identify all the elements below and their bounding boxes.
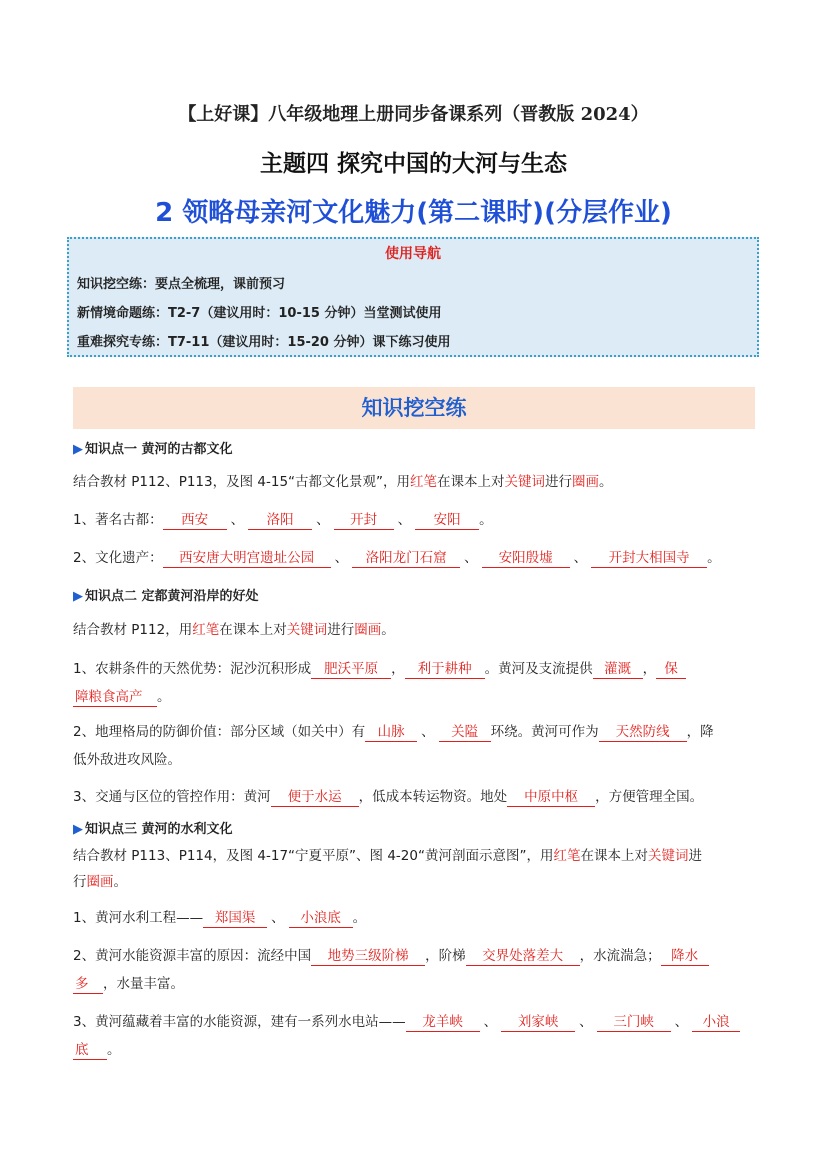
- guide-line: 新情境命题练：T2-7（建议用时：10-15 分钟）当堂测试使用: [77, 306, 442, 321]
- text: 。: [107, 1042, 121, 1058]
- kp2-question-3: [73, 783, 763, 811]
- guide-line: 知识挖空练：要点全梳理，课前预习: [77, 277, 286, 292]
- red-keyword: 圈画: [354, 622, 382, 638]
- text: ，低成本转运物资。地处: [358, 789, 508, 805]
- section-banner: [73, 387, 755, 429]
- answer-blank: 小浪底: [289, 909, 353, 928]
- answer-blank: 地势三级阶梯: [311, 947, 425, 966]
- kp1-question-2: 2、文化遗产： 西安唐大明宫遗址公园 、 洛阳龙门石窟 、 安阳殷墟 、 开封大相国寺 。: [73, 550, 721, 566]
- text: 在课本上对: [580, 848, 648, 864]
- kp3-question-2-cont: [73, 970, 763, 998]
- kp3-question-3-cont: [73, 1036, 763, 1064]
- answer-blank: 底: [73, 1041, 107, 1060]
- answer-blank: 利于耕种: [405, 660, 485, 679]
- answer-blank: 郑国渠: [203, 909, 267, 928]
- triangle-bullet-icon: ▶: [73, 442, 83, 457]
- kp2-question-1: [73, 655, 763, 683]
- text: ，: [642, 661, 657, 677]
- answer-blank: 三门峡: [597, 1013, 671, 1032]
- red-keyword: 红笔: [192, 622, 220, 638]
- answer-blank: 便于水运: [271, 788, 359, 807]
- knowledge-point-1-title: [73, 438, 233, 457]
- kp2-intro: [73, 616, 763, 644]
- answer-blank: 小浪: [692, 1013, 740, 1032]
- guide-line: 重难探究专练：T7-11（建议用时：15-20 分钟）课下练习使用: [77, 335, 451, 350]
- text: ，降: [686, 724, 714, 740]
- text: 。: [352, 910, 367, 926]
- answer-blank: 障粮食高产: [73, 688, 157, 707]
- kp1-intro: [73, 468, 763, 496]
- text: 在课本上对: [219, 622, 287, 638]
- guide-heading: 使用导航: [385, 246, 441, 262]
- text: 。: [381, 622, 395, 638]
- theme-title: 主题四 探究中国的大河与生态: [259, 150, 567, 177]
- text: 低外敌进攻风险。: [73, 752, 181, 768]
- answer-blank: 洛阳龙门石窟: [352, 549, 460, 568]
- answer-blank: 龙羊峡: [406, 1013, 480, 1032]
- answer-blank: 肥沃平原: [311, 660, 391, 679]
- answer-blank: 山脉: [365, 723, 417, 742]
- answer-blank: 洛阳: [248, 511, 312, 530]
- text: 。: [599, 474, 613, 490]
- answer-blank: 刘家峡: [501, 1013, 575, 1032]
- kp2-question-2-cont: [73, 746, 763, 774]
- text: ，: [391, 661, 405, 677]
- kp3-question-2: [73, 942, 763, 970]
- red-keyword: 圈画: [86, 874, 114, 890]
- text: 行: [73, 874, 87, 890]
- series-title: 【上好课】八年级地理上册同步备课系列（晋教版 2024）: [178, 104, 649, 125]
- red-keyword: 圈画: [572, 474, 600, 490]
- red-keyword: 关键词: [647, 848, 689, 864]
- knowledge-point-2-title: [73, 585, 259, 604]
- kp-title-text: 知识点一 黄河的古都文化: [85, 442, 233, 457]
- usage-guide-box: [67, 237, 759, 357]
- kp3-intro-cont: [73, 868, 763, 896]
- text: 结合教材 P113、P114，及图 4-17“宁夏平原”、图 4-20“黄河剖面示意图”，用: [73, 848, 554, 864]
- answer-blank: 关隘: [439, 723, 491, 742]
- answer-blank: 安阳: [415, 511, 479, 530]
- answer-blank: 天然防线: [599, 723, 687, 742]
- text: 。黄河及支流提供: [484, 661, 593, 677]
- answer-blank: 多: [73, 975, 103, 994]
- text: 进行: [545, 474, 573, 490]
- text: 进行: [327, 622, 355, 638]
- text: 2、黄河水能资源丰富的原因：流经中国: [73, 948, 312, 964]
- answer-blank: 西安唐大明宫遗址公园: [163, 549, 331, 568]
- text: ，方便管理全国。: [595, 789, 704, 805]
- answer-blank: 中原中枢: [507, 788, 595, 807]
- answer-blank: 开封大相国寺: [591, 549, 707, 568]
- lesson-title: 2 领略母亲河文化魅力(第二课时)(分层作业): [155, 198, 672, 228]
- kp-title-text: 知识点三 黄河的水利文化: [85, 822, 233, 837]
- answer-blank: 西安: [163, 511, 227, 530]
- text: ，水流湍急；: [579, 948, 661, 964]
- text: 3、黄河蕴藏着丰富的水能资源，建有一系列水电站——: [73, 1014, 406, 1030]
- text: 1、农耕条件的天然优势：泥沙沉积形成: [73, 661, 312, 677]
- text: 2、地理格局的防御价值：部分区域（如关中）有: [73, 724, 366, 740]
- red-keyword: 关键词: [286, 622, 328, 638]
- answer-blank: 灌溉: [593, 660, 643, 679]
- kp3-question-1: [73, 904, 763, 932]
- red-keyword: 红笔: [410, 474, 438, 490]
- answer-blank: 降水: [661, 947, 709, 966]
- question-label: 2、文化遗产：: [73, 550, 163, 566]
- kp2-question-1-cont: [73, 683, 763, 711]
- section-banner-title: 知识挖空练: [361, 396, 467, 420]
- text: ，水量丰富。: [103, 976, 184, 992]
- text: 结合教材 P112、P113，及图 4-15“古都文化景观”，用: [73, 474, 411, 490]
- red-keyword: 关键词: [504, 474, 546, 490]
- kp1-question-1: 1、著名古都： 西安 、 洛阳 、 开封 、 安阳 。: [73, 512, 493, 528]
- triangle-bullet-icon: ▶: [73, 589, 83, 604]
- kp-title-text: 知识点二 定都黄河沿岸的好处: [85, 589, 259, 604]
- text: 、: [421, 724, 435, 740]
- text: 在课本上对: [437, 474, 505, 490]
- kp3-intro: [73, 842, 763, 870]
- answer-blank: 保: [656, 660, 686, 679]
- triangle-bullet-icon: ▶: [73, 822, 83, 837]
- kp3-question-3: 3、黄河蕴藏着丰富的水能资源，建有一系列水电站—— 龙羊峡 、 刘家峡 、 三门峡 、 小浪: [73, 1008, 763, 1036]
- answer-blank: 开封: [334, 511, 394, 530]
- answer-blank: 安阳殷墟: [482, 549, 570, 568]
- text: 结合教材 P112，用: [73, 622, 193, 638]
- text: 。: [113, 874, 127, 890]
- text: 环绕。黄河可作为: [490, 724, 599, 740]
- kp2-question-2: [73, 718, 763, 746]
- text: 、: [271, 910, 285, 926]
- knowledge-point-3-title: [73, 818, 233, 837]
- text: ，阶梯: [425, 948, 466, 964]
- answer-blank: 交界处落差大: [466, 947, 580, 966]
- red-keyword: 红笔: [553, 848, 581, 864]
- text: 3、交通与区位的管控作用：黄河: [73, 789, 271, 805]
- text: 进: [688, 848, 702, 864]
- text: 1、黄河水利工程——: [73, 910, 204, 926]
- text: 。: [157, 689, 171, 705]
- question-label: 1、著名古都：: [73, 512, 163, 528]
